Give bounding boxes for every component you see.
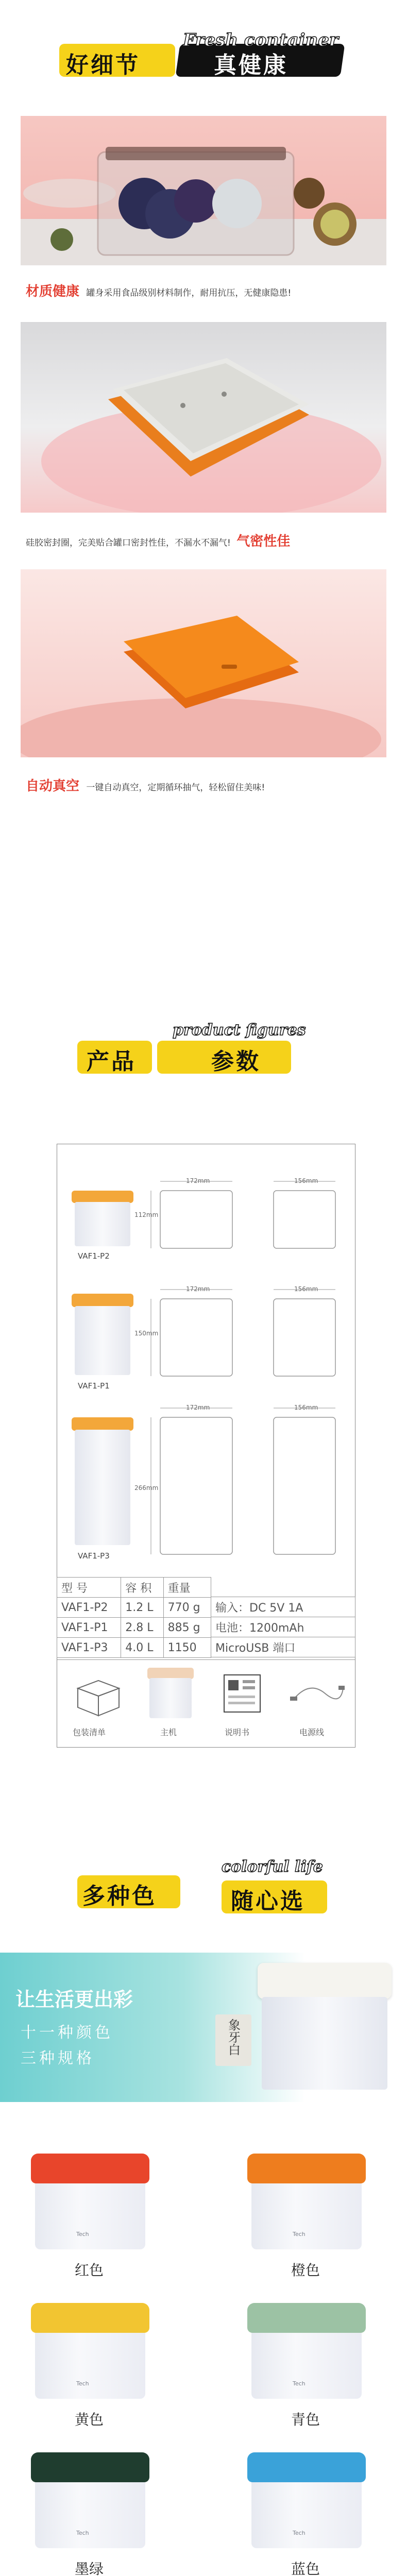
color-label: 红色 [75,2262,104,2279]
header-script-text: colorful life [222,1858,323,1876]
header-title-right: 随心选 [231,1888,305,1914]
brand-logo: Tech [293,2380,306,2387]
dim-width-p3: 172mm [186,1404,210,1411]
table-row [57,1638,211,1658]
brand-logo: Tech [76,2380,89,2387]
header-script-text: Fresh container [183,30,338,50]
cable-icon [289,1678,346,1709]
model-label-p3: VAF1-P3 [78,1551,110,1561]
container-lid [31,2154,149,2183]
host-thumb [147,1668,194,1719]
header-title-left: 多种色 [82,1883,157,1909]
package-label-box: 包装清单 [73,1727,106,1737]
power-port: MicroUSB 端口 [211,1637,355,1657]
photo-orange-lid [21,569,386,757]
power-battery: 电池：1200mAh [211,1617,355,1637]
table-header-cell: 容 积 [121,1578,163,1598]
header-title-right: 参数 [211,1048,261,1075]
dim-width-p2: 172mm [186,1177,210,1184]
table-cell: VAF1-P2 [57,1598,121,1618]
header-title-left: 产品 [87,1048,136,1075]
spec-table [57,1577,211,1658]
header-title-left: 好细节 [66,52,140,78]
container-lid [247,2452,366,2482]
dim-depth-p3: 156mm [294,1404,318,1411]
color-label: 青色 [291,2411,320,2428]
banner-title: 让生活更出彩 [15,1988,133,2011]
banner-product [258,1963,392,2092]
container-lid [247,2154,366,2183]
container-body [35,2332,145,2399]
dim-width-p1: 172mm [186,1285,210,1293]
table-cell: 2.8 L [121,1618,163,1638]
container-body [251,2182,362,2249]
table-cell: VAF1-P1 [57,1618,121,1638]
container-body [251,2481,362,2548]
power-input: 输入：DC 5V 1A [211,1597,355,1617]
container-body [35,2481,145,2548]
container-body [35,2182,145,2249]
feature-caption-3 [26,775,386,794]
color-banner [0,1953,407,2102]
feature-caption-2 [26,531,386,550]
spec-panel [57,1144,355,1748]
color-label: 橙色 [291,2262,320,2279]
color-swatch-box [31,2452,149,2550]
header-title-right: 真健康 [214,52,288,78]
brand-logo: Tech [293,2530,306,2536]
table-header-cell: 型 号 [57,1578,121,1598]
container-lid [31,2452,149,2482]
color-label: 蓝色 [291,2561,320,2576]
section-header-colors [0,1829,407,1927]
feature-text-2: 硅胶密封圈，完美贴合罐口密封性佳，不漏水不漏气! [26,538,231,548]
table-cell: 1.2 L [121,1598,163,1618]
package-label-cable: 电源线 [299,1727,325,1737]
color-label: 墨绿 [75,2561,104,2576]
feature-text-3: 一键自动真空，定期循环抽气，轻松留住美味! [86,783,265,793]
section-header-details [0,0,407,98]
dim-height-p3: 266mm [134,1484,159,1492]
dimension-drawings [140,1155,351,1562]
feature-title-1: 材质健康 [26,284,80,299]
container-lid [247,2303,366,2333]
brand-logo: Tech [76,2231,89,2238]
dim-depth-p1: 156mm [294,1285,318,1293]
color-label: 黄色 [75,2411,104,2428]
banner-line-2: 三种规格 [21,2049,95,2067]
feature-text-1: 罐身采用食品级别材料制作，耐用抗压，无健康隐患! [86,288,292,298]
product-thumb-p1 [72,1294,133,1376]
feature-title-2: 气密性佳 [236,534,291,549]
table-header-cell: 重量 [163,1578,211,1598]
container-lid [31,2303,149,2333]
model-label-p2: VAF1-P2 [78,1251,110,1261]
photo-lid-seal [21,322,386,513]
dim-depth-p2: 156mm [294,1177,318,1184]
product-thumb-p2 [72,1191,133,1247]
box-icon [73,1670,124,1717]
banner-color-tag [215,2014,251,2066]
color-swatch-box [247,2154,366,2251]
dim-height-p2: 112mm [134,1211,159,1218]
section-header-specs [0,1010,407,1108]
table-row [57,1618,211,1638]
table-cell: 4.0 L [121,1638,163,1658]
brand-logo: Tech [293,2231,306,2238]
photo-fruit-container [21,116,386,265]
feature-caption-1 [26,281,386,300]
table-cell: VAF1-P3 [57,1638,121,1658]
manual-icon [222,1673,263,1714]
header-script-text: product figures [173,1021,306,1039]
package-row [57,1659,355,1748]
brand-logo: Tech [76,2530,89,2536]
dim-height-p1: 150mm [134,1330,159,1337]
feature-title-3: 自动真空 [26,778,80,794]
table-row [57,1598,211,1618]
banner-color-tag-text: 象牙白 [226,2019,241,2056]
container-body [251,2332,362,2399]
color-swatch-box [247,2303,366,2401]
table-cell: 1150 [163,1638,211,1658]
color-swatch-box [247,2452,366,2550]
color-swatch-box [31,2154,149,2251]
color-swatch-box [31,2303,149,2401]
package-label-host: 主机 [160,1727,177,1737]
table-cell: 770 g [163,1598,211,1618]
model-label-p1: VAF1-P1 [78,1381,110,1391]
table-cell: 885 g [163,1618,211,1638]
banner-line-1: 十一种颜色 [21,2024,113,2042]
product-thumb-p3 [72,1417,133,1546]
table-header-row [57,1578,211,1598]
power-table [211,1597,355,1657]
package-label-manual: 说明书 [225,1727,250,1737]
